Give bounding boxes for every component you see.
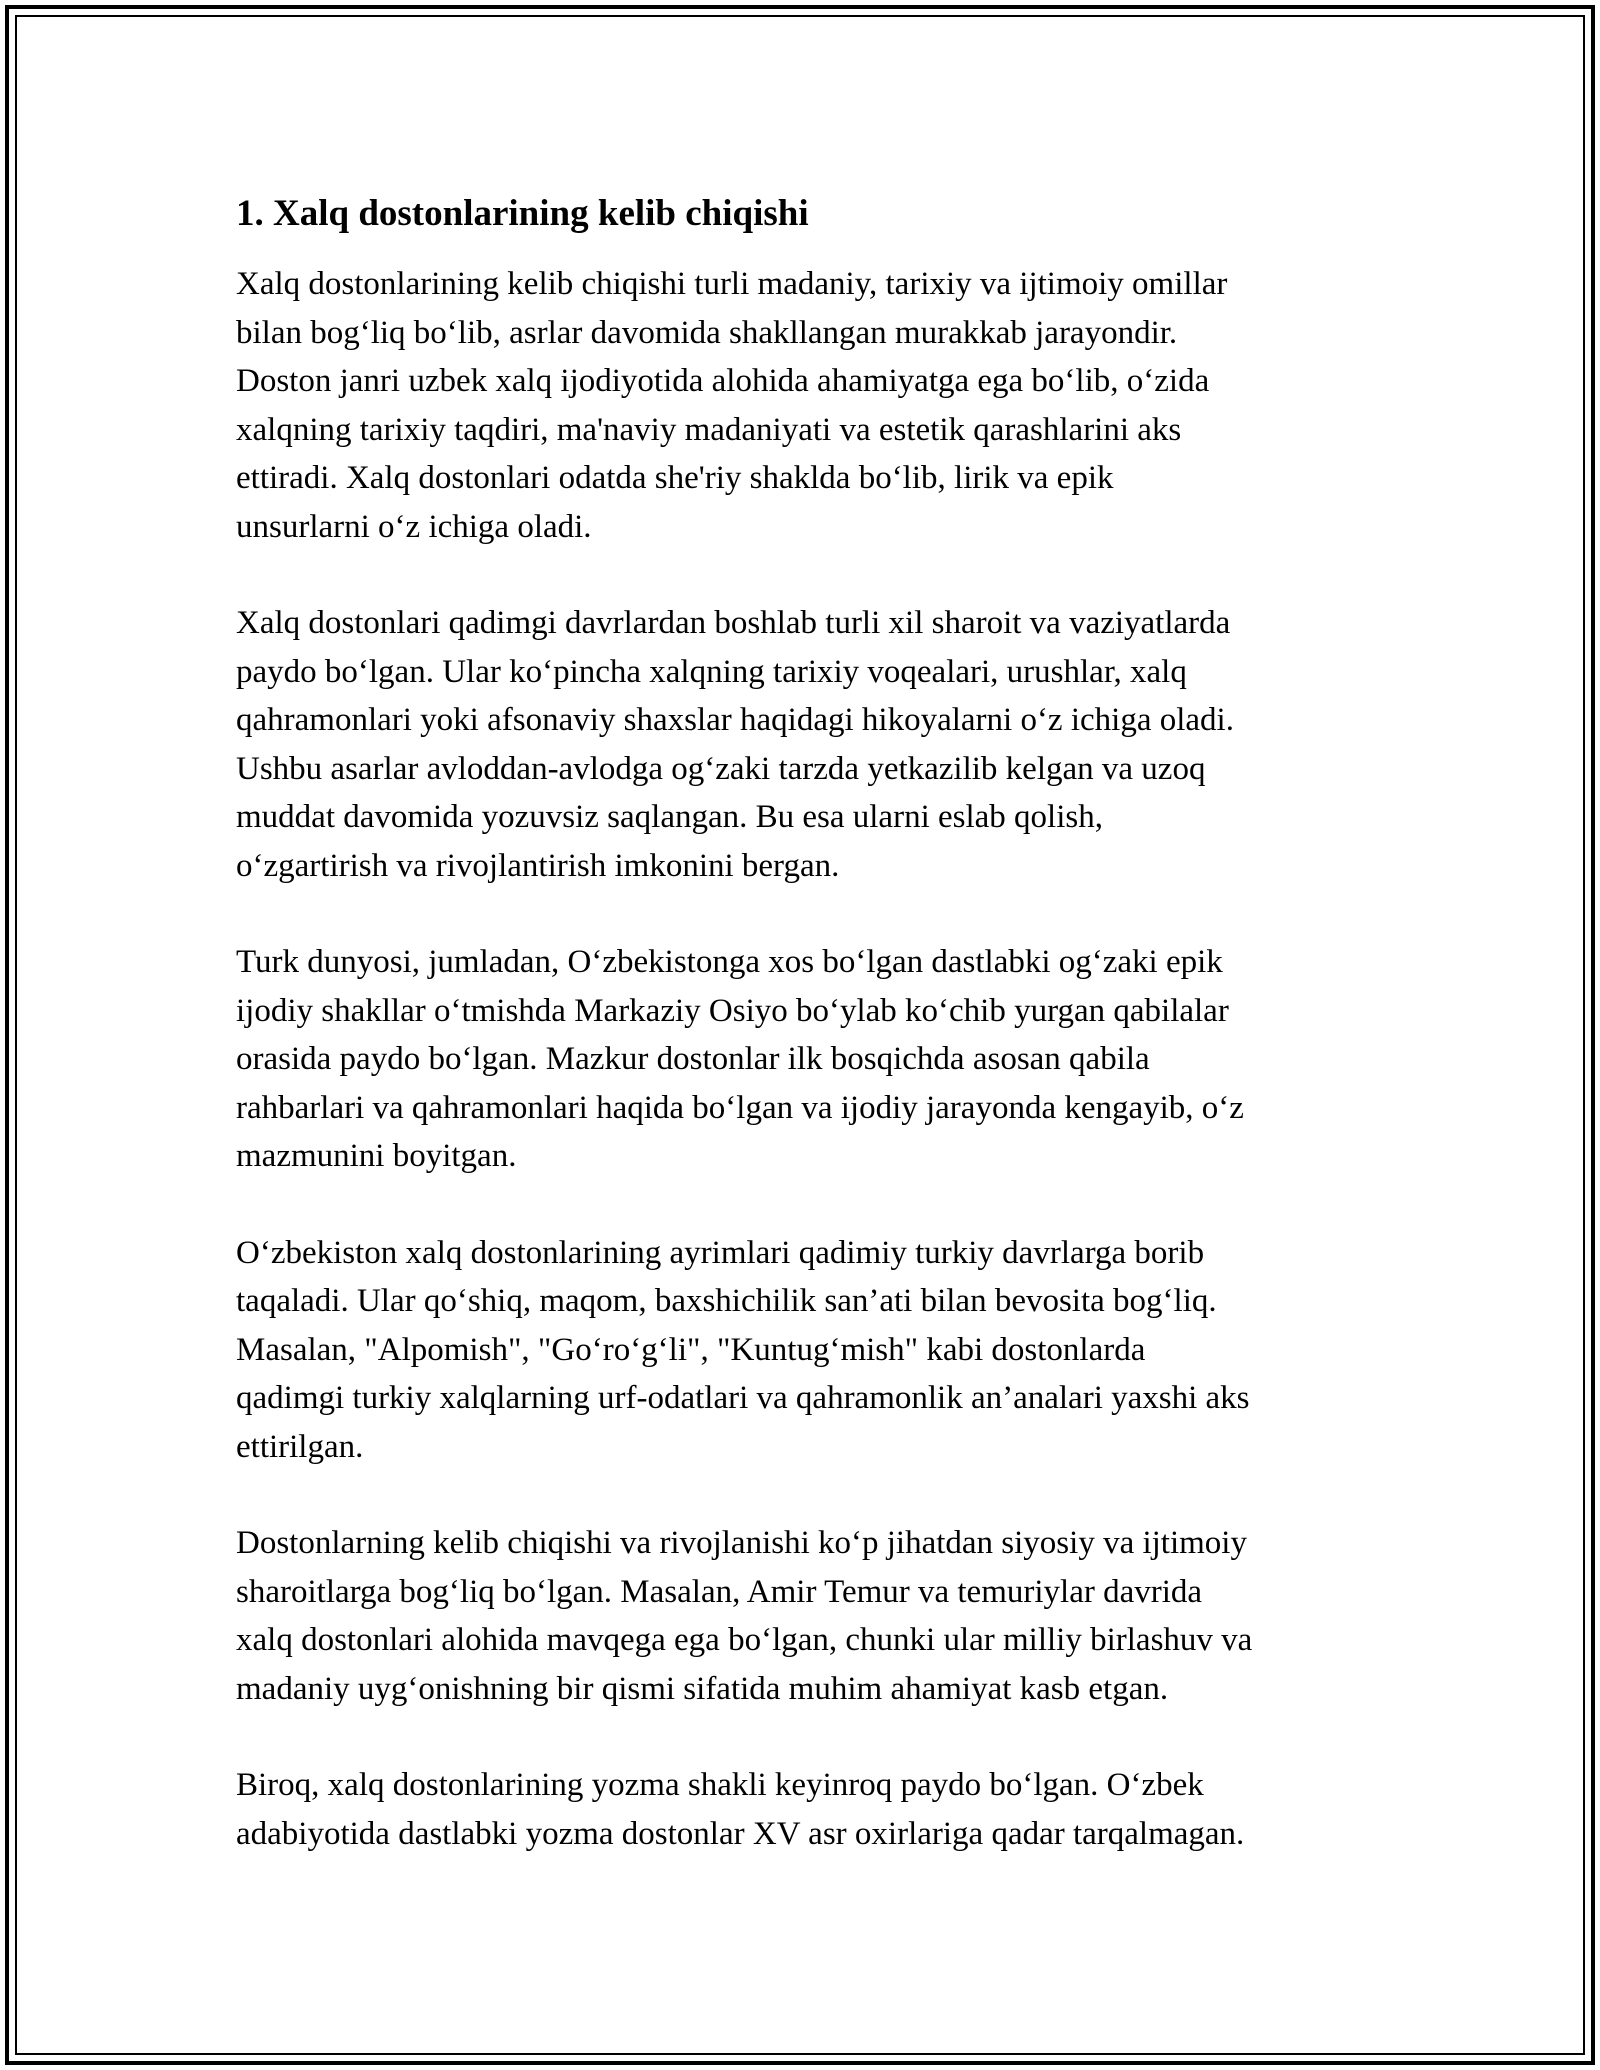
paragraph-line: adabiyotida dastlabki yozma dostonlar XV asr oxirlariga qadar tarqalmagan. bbox=[236, 1815, 1245, 1852]
paragraph-line: rahbarlari va qahramonlari haqida bo‘lgan va ijodiy jarayonda kengayib, o‘z bbox=[236, 1089, 1244, 1126]
paragraph-line: bilan bog‘liq bo‘lib, asrlar davomida shakllangan murakkab jarayondir. bbox=[236, 314, 1178, 351]
paragraph-line: qahramonlari yoki afsonaviy shaxslar haqidagi hikoyalarni o‘z ichiga oladi. bbox=[236, 702, 1234, 738]
paragraph-line: Biroq, xalq dostonlarining yozma shakli keyinroq paydo bo‘lgan. O‘zbek bbox=[236, 1767, 1204, 1803]
paragraph-line: o‘zgartirish va rivojlantirish imkonini bergan. bbox=[236, 847, 840, 884]
paragraph-line: ettirilgan. bbox=[236, 1428, 364, 1465]
paragraph-line: unsurlarni o‘z ichiga oladi. bbox=[236, 508, 592, 545]
paragraph-line: orasida paydo bo‘lgan. Mazkur dostonlar ilk bosqichda asosan qabila bbox=[236, 1041, 1150, 1077]
paragraph-line: sharoitlarga bog‘liq bo‘lgan. Masalan, Amir Temur va temuriylar davrida bbox=[236, 1573, 1203, 1610]
paragraph bbox=[236, 1761, 1386, 1858]
paragraph-line: Dostonlarning kelib chiqishi va rivojlanishi ko‘p jihatdan siyosiy va ijtimoiy bbox=[236, 1525, 1247, 1561]
document-body bbox=[236, 188, 1386, 1906]
section-heading: 1. Xalq dostonlarining kelib chiqishi bbox=[236, 193, 809, 234]
paragraph bbox=[236, 1519, 1386, 1713]
paragraph-line: mazmunini boyitgan. bbox=[236, 1138, 517, 1174]
paragraph-line: Xalq dostonlarining kelib chiqishi turli madaniy, tarixiy va ijtimoiy omillar bbox=[236, 266, 1228, 302]
paragraph-line: O‘zbekiston xalq dostonlarining ayrimlari qadimiy turkiy davrlarga borib bbox=[236, 1234, 1205, 1271]
paragraph-line: madaniy uyg‘onishning bir qismi sifatida muhim ahamiyat kasb etgan. bbox=[236, 1670, 1169, 1707]
paragraph bbox=[236, 599, 1386, 890]
paragraph-line: paydo bo‘lgan. Ular ko‘pincha xalqning tarixiy voqealari, urushlar, xalq bbox=[236, 653, 1187, 690]
paragraph bbox=[236, 260, 1386, 551]
paragraph-line: muddat davomida yozuvsiz saqlangan. Bu esa ularni eslab qolish, bbox=[236, 799, 1103, 835]
paragraph-line: Masalan, "Alpomish", "Go‘ro‘g‘li", "Kuntug‘mish" kabi dostonlarda bbox=[236, 1331, 1146, 1368]
paragraph-line: Ushbu asarlar avloddan-avlodga og‘zaki tarzda yetkazilib kelgan va uzoq bbox=[236, 750, 1206, 787]
paragraph-line: ettiradi. Xalq dostonlari odatda she'riy shaklda bo‘lib, lirik va epik bbox=[236, 460, 1114, 496]
paragraph bbox=[236, 938, 1386, 1181]
paragraph-line: xalqning tarixiy taqdiri, ma'naviy madaniyati va estetik qarashlarini aks bbox=[236, 411, 1182, 448]
paragraph-line: qadimgi turkiy xalqlarning urf-odatlari va qahramonlik an’analari yaxshi aks bbox=[236, 1380, 1250, 1416]
paragraph bbox=[236, 1229, 1386, 1472]
paragraph-line: Doston janri uzbek xalq ijodiyotida alohida ahamiyatga ega bo‘lib, o‘zida bbox=[236, 363, 1210, 399]
paragraph-line: taqaladi. Ular qo‘shiq, maqom, baxshichilik san’ati bilan bevosita bog‘liq. bbox=[236, 1283, 1217, 1319]
paragraph-line: Xalq dostonlari qadimgi davrlardan boshlab turli xil sharoit va vaziyatlarda bbox=[236, 605, 1231, 641]
paragraph-line: Turk dunyosi, jumladan, O‘zbekistonga xos bo‘lgan dastlabki og‘zaki epik bbox=[236, 944, 1223, 980]
paragraph-line: ijodiy shakllar o‘tmishda Markaziy Osiyo bo‘ylab ko‘chib yurgan qabilalar bbox=[236, 992, 1229, 1029]
paragraph-line: xalq dostonlari alohida mavqega ega bo‘lgan, chunki ular milliy birlashuv va bbox=[236, 1622, 1253, 1658]
paragraph-list bbox=[236, 260, 1386, 1858]
